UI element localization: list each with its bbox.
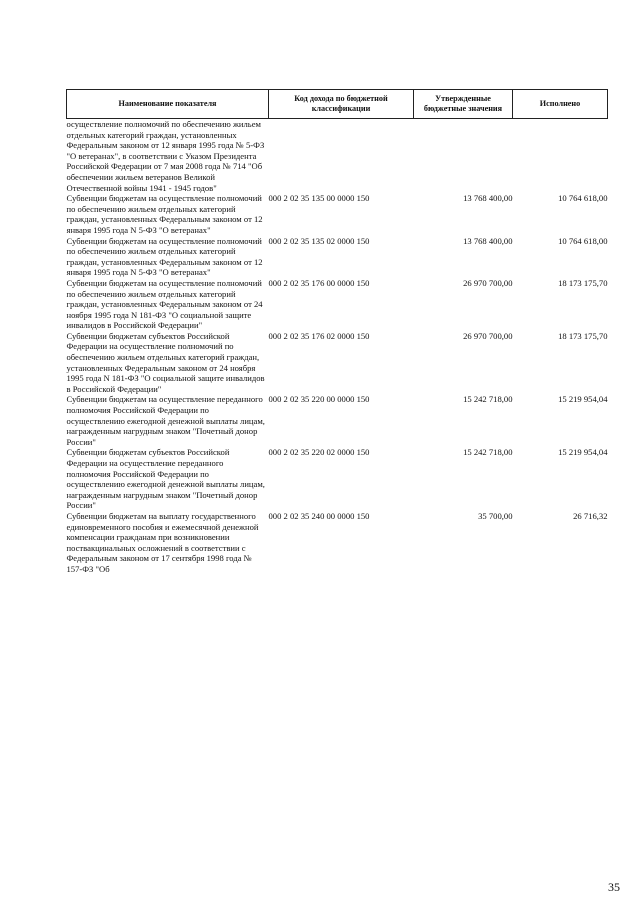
row-code: 000 2 02 35 220 02 0000 150: [268, 447, 370, 458]
header-name: Наименование показателя: [67, 90, 269, 119]
row-name: Субвенции бюджетам субъектов Российской Федерации на осуществление полномочий по обеспечению жильем отдельных категорий граждан, установленных Федеральным законом от 24 ноября 1995 года N 181-ФЗ "О социальной защите инвалидов в Российской Федерации": [66, 330, 265, 394]
row-code: 000 2 02 35 176 00 0000 150: [268, 277, 370, 288]
table-row: [67, 447, 608, 511]
row-approved: 26 970 700,00: [463, 330, 513, 341]
table-row: [67, 394, 608, 447]
header-executed: Исполнено: [513, 90, 608, 119]
header-code: Код дохода по бюджетной классификации: [269, 90, 414, 119]
row-code: 000 2 02 35 220 00 0000 150: [268, 394, 370, 405]
row-approved: 15 242 718,00: [463, 394, 513, 405]
row-approved: 26 970 700,00: [463, 277, 513, 288]
row-approved: 15 242 718,00: [463, 447, 513, 458]
row-code: 000 2 02 35 176 02 0000 150: [268, 330, 370, 341]
table-row: [67, 331, 608, 395]
table-header-row: [67, 90, 608, 119]
row-executed: 18 173 175,70: [558, 277, 608, 288]
row-executed: 10 764 618,00: [558, 193, 608, 204]
row-code: 000 2 02 35 240 00 0000 150: [268, 510, 370, 521]
table-row: [67, 511, 608, 575]
row-approved: [414, 119, 513, 194]
row-approved: 13 768 400,00: [463, 235, 513, 246]
row-executed: 15 219 954,04: [558, 394, 608, 405]
row-code: 000 2 02 35 135 00 0000 150: [268, 193, 370, 204]
row-name: Субвенции бюджетам субъектов Российской Федерации на осуществление переданного полномочия Российской Федерации по осуществлению ежегодной денежной выплаты лицам, награжденным нагрудным знаком "Почетный донор России": [66, 447, 265, 511]
row-code: [269, 119, 414, 194]
row-approved: 35 700,00: [478, 510, 513, 521]
row-executed: 10 764 618,00: [558, 235, 608, 246]
row-name: Субвенции бюджетам на осуществление полномочий по обеспечению жильем отдельных категорий граждан, установленных Федеральным законом от 12 января 1995 года N 5-ФЗ "О ветеранах": [66, 193, 263, 235]
row-executed: [513, 119, 608, 194]
row-name: Субвенции бюджетам на выплату государственного единовременного пособия и ежемесячной денежной компенсации гражданам при возникновении поствакцинальных осложнений в соответствии с Федеральным законом от 17 сентября 1998 года № 157-ФЗ "Об: [66, 510, 259, 574]
row-executed: 26 716,32: [573, 510, 608, 521]
budget-execution-table: [66, 89, 608, 575]
row-executed: 18 173 175,70: [558, 330, 608, 341]
row-name: Субвенции бюджетам на осуществление полномочий по обеспечению жильем отдельных категорий граждан, установленных Федеральным законом от 12 января 1995 года N 5-ФЗ "О ветеранах": [66, 235, 263, 278]
page-number: 35: [608, 880, 620, 894]
row-name: осуществление полномочий по обеспечению жильем отдельных категорий граждан, установленных Федеральным законом от 12 января 1995 года № 5-ФЗ "О ветеранах", в соответствии с Указом Президента Российской Федерации от 7 мая 2008 года № 714 "Об обеспечении жильем ветеранов Великой Отечественной войны 1941 - 1945 годов": [66, 119, 265, 193]
header-approved: Утвержденные бюджетные значения: [414, 90, 513, 119]
table-row: [67, 278, 608, 331]
table-row: [67, 236, 608, 278]
table-row: [67, 119, 608, 194]
row-executed: 15 219 954,04: [558, 447, 608, 458]
table-row: [67, 193, 608, 235]
row-approved: 13 768 400,00: [463, 193, 513, 204]
row-name: Субвенции бюджетам на осуществление переданного полномочия Российской Федерации по осуществлению ежегодной денежной выплаты лицам, награжденным нагрудным знаком "Почетный донор России": [66, 394, 265, 447]
row-name: Субвенции бюджетам на осуществление полномочий по обеспечению жильем отдельных категорий граждан, установленных Федеральным законом от 24 ноября 1995 года N 181-ФЗ "О социальной защите инвалидов в Российской Федерации": [66, 277, 263, 331]
row-code: 000 2 02 35 135 02 0000 150: [268, 235, 370, 246]
